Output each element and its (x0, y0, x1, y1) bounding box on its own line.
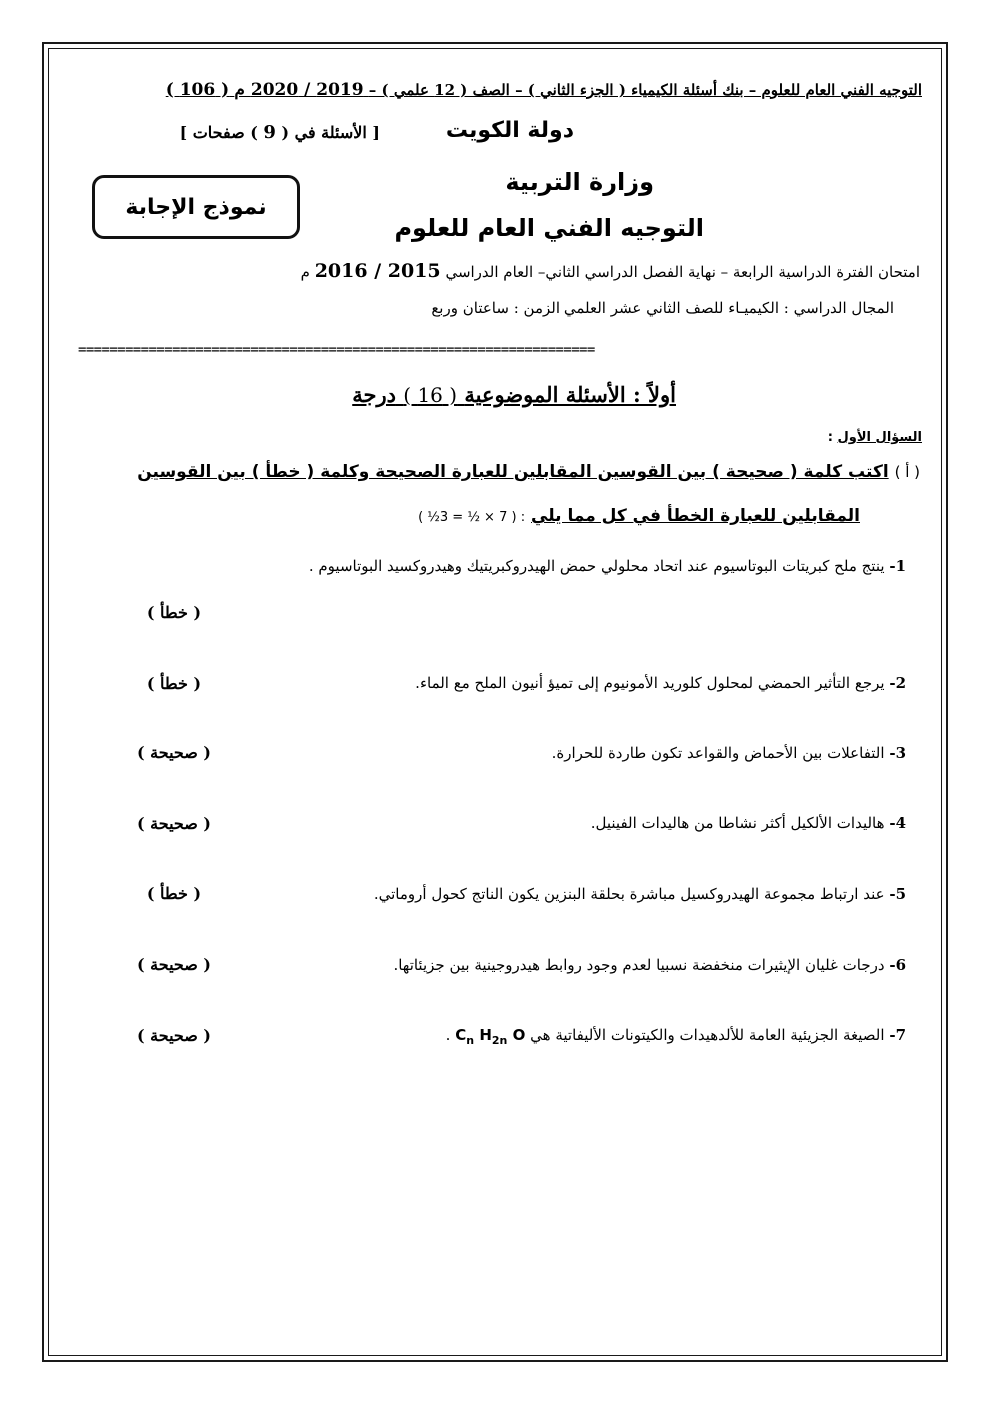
statement-text: يرجع التأثير الحمضي لمحلول كلوريد الأمونيوم إلى تميؤ أنيون الملح مع الماء. (415, 674, 885, 692)
subject-line: المجال الدراسي : الكيميـاء للصف الثاني عشر العلمي (563, 299, 894, 317)
statement-number: 1- (889, 557, 906, 575)
statement-3 (552, 744, 906, 762)
question-label-text: السؤال الأول (837, 430, 922, 445)
question-label-colon: : (827, 430, 833, 445)
exam-line-suffix: م (300, 263, 310, 281)
instruction-part-label: ( أ ) (894, 463, 920, 481)
state-title: دولة الكويت (445, 118, 574, 143)
exam-info-line (301, 260, 920, 282)
instruction-line-2 (418, 506, 860, 526)
general-formula (455, 1026, 526, 1047)
banner-prefix: التوجيه الفني العام للعلوم – بنك أسئلة الكيمياء ( الجزء الثاني ) – الصف ( 12 علمي ) – (368, 81, 922, 99)
banner-number: ( 106 ) (165, 80, 230, 100)
statement-number: 4- (889, 814, 906, 832)
statement-text: عند ارتباط مجموعة الهيدروكسيل مباشرة بحلقة البنزين يكون الناتج كحول أروماتي. (373, 885, 885, 903)
statement-6 (393, 956, 906, 974)
time-line: الزمن : ساعتان وربع (431, 299, 560, 317)
exam-years: 2015 / 2016 (314, 260, 441, 282)
question-label (828, 430, 922, 445)
page-border-inner (48, 48, 942, 1356)
statement-number: 3- (889, 744, 906, 762)
ministry-title: وزارة التربية (505, 168, 654, 196)
instruction-marks: : ( 7 × ½ = 3½ ) (418, 510, 526, 525)
statement-number: 2- (889, 674, 906, 692)
formula-h-sub: 2n (491, 1034, 508, 1047)
statement-text: درجات غليان الإيثيرات منخفضة نسبيا لعدم وجود روابط هيدروجينية بين جزيئاتها. (393, 956, 885, 974)
statement-7 (446, 1026, 906, 1047)
banner-years: 2019 / 2020 م (234, 80, 364, 100)
question-bank-banner (166, 80, 922, 100)
formula-c-sub: n (466, 1034, 475, 1047)
formula-h: H (479, 1026, 492, 1044)
answer-6: ( صحيحة ) (137, 955, 211, 974)
statement-text: ينتج ملح كبريتات البوتاسيوم عند اتحاد محلولي حمض الهيدروكبريتيك وهيدروكسيد البوتاسيوم . (308, 557, 885, 575)
statement-2 (415, 674, 906, 692)
statement-text: هاليدات الألكيل أكثر نشاطا من هاليدات الفينيل. (590, 814, 885, 832)
instruction-text-2: المقابلين للعبارة الخطأ في كل مما يلي (531, 506, 860, 526)
answer-5: ( خطأ ) (146, 884, 202, 903)
exam-line-prefix: امتحان الفترة الدراسية الرابعة – نهاية الفصل الدراسي الثاني– العام الدراسي (445, 263, 920, 281)
pages-note-prefix: [ الأسئلة في ( (281, 123, 380, 142)
statement-number: 6- (889, 956, 906, 974)
section-points: ( 16 ) (403, 383, 458, 407)
pages-note (180, 122, 380, 143)
section-title-suffix: درجة (352, 382, 396, 407)
section-title (352, 382, 676, 407)
instruction-text-1: اكتب كلمة ( صحيحة ) بين القوسين المقابلين للعبارة الصحيحة وكلمة ( خطأ ) بين القوسين (137, 462, 889, 482)
answer-key-box (92, 175, 300, 239)
statement-text: التفاعلات بين الأحماض والقواعد تكون طاردة للحرارة. (551, 744, 885, 762)
answer-4: ( صحيحة ) (137, 814, 211, 833)
pages-count: 9 (263, 122, 276, 143)
statement-number: 7- (889, 1026, 906, 1044)
answer-key-label: نموذج الإجابة (125, 194, 267, 220)
section-title-prefix: أولاً : الأسئلة الموضوعية (464, 382, 676, 407)
formula-o: O (512, 1026, 526, 1044)
statement-text: الصيغة الجزيئية العامة للألدهيدات والكيتونات الأليفاتية هي (530, 1026, 885, 1044)
answer-3: ( صحيحة ) (137, 743, 211, 762)
statement-number: 5- (889, 885, 906, 903)
directorate-title: التوجيه الفني العام للعلوم (394, 214, 704, 242)
separator-line: ================================================================== (78, 343, 595, 357)
pages-note-suffix: ) صفحات ] (179, 123, 258, 142)
statement-end: . (445, 1026, 451, 1044)
statement-1 (309, 557, 906, 575)
statement-4 (591, 814, 906, 832)
answer-2: ( خطأ ) (146, 674, 202, 693)
formula-c: C (455, 1026, 467, 1044)
answer-1: ( خطأ ) (146, 603, 202, 622)
instruction-line-1 (137, 462, 920, 482)
answer-7: ( صحيحة ) (137, 1026, 211, 1045)
statement-5 (374, 885, 906, 903)
